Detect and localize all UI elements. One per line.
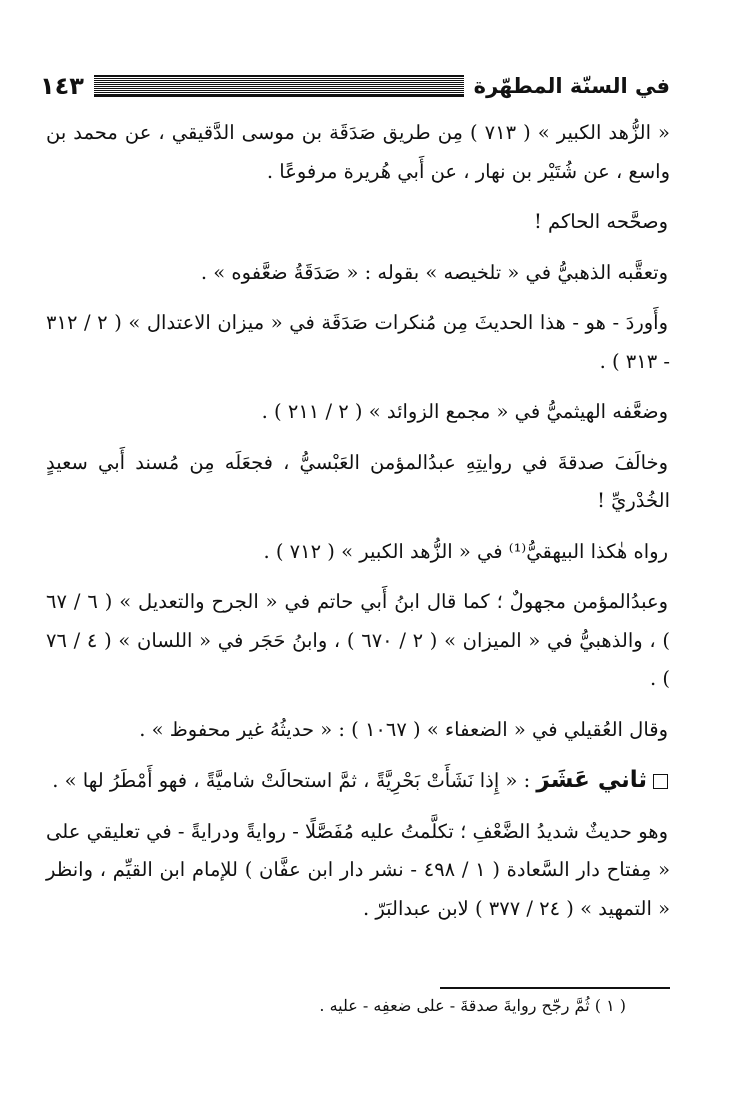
page-number: ١٤٣ bbox=[40, 72, 84, 100]
paragraph: وهو حديثٌ شديدُ الضَّعْفِ ؛ تكلَّمتُ عليه مُفَصَّلًا - روايةً ودرايةً - في تعليقي على « مِفتاح دار السَّعادة ( ١ / ٤٩٨ - نشر دار ابن عفَّان ) للإمام ابن القيِّم ، وانظر « التمهيد » ( ٢٤ / ٣٧٧ ) لابن عبدالبَرّ . bbox=[46, 819, 670, 920]
paragraph: وصحَّحه الحاكم ! bbox=[534, 210, 668, 233]
paragraph: رواه هٰكذا البيهقيُّ⁽¹⁾ في « الزُّهد الكبير » ( ٧١٢ ) . bbox=[263, 539, 668, 563]
paragraph: وتعقَّبه الذهبيُّ في « تلخيصه » بقوله : « صَدَقَةُ ضعَّفوه » . bbox=[200, 260, 668, 284]
footnote-divider bbox=[440, 987, 670, 989]
running-title: في السنّة المطهّرة bbox=[473, 74, 670, 98]
paragraph: وأَوردَ - هو - هذا الحديثَ مِن مُنكرات صَدَقَة في « ميزان الاعتدال » ( ٢ / ٣١٢ - ٣١٣ ) . bbox=[46, 311, 670, 373]
footnote: ( ١ ) ثُمَّ رجّح روايةَ صدقةَ - على ضعفِه - عليه . bbox=[319, 996, 626, 1015]
section-title: ثاني عَشَرَ bbox=[536, 767, 647, 793]
paragraph: وضعَّفه الهيثميُّ في « مجمع الزوائد » ( ٢ / ٢١١ ) . bbox=[261, 400, 668, 423]
section-text: : « إِذا نَشَأَتْ بَحْرِيَّةً ، ثمَّ استحالَتْ شاميَّةً ، فهو أَمْطَرُ لها » . bbox=[52, 769, 531, 792]
paragraph: وقال العُقيلي في « الضعفاء » ( ١٠٦٧ ) : « حديثُهُ غير محفوظ » . bbox=[139, 717, 668, 741]
header-rule bbox=[94, 75, 464, 97]
paragraph: « الزُّهد الكبير » ( ٧١٣ ) مِن طريق صَدَقَة بن موسى الدَّقيقي ، عن محمد بن واسع ، عن شُتَيْر بن نهار ، عن أَبي هُريرة مرفوعًا . bbox=[46, 121, 670, 183]
main-text bbox=[46, 114, 670, 940]
paragraph: وعبدُالمؤمن مجهولٌ ؛ كما قال ابنُ أَبي حاتم في « الجرح والتعديل » ( ٦ / ٦٧ ) ، والذهبيُّ في « الميزان » ( ٢ / ٦٧٠ ) ، وابنُ حَجَر في « اللسان » ( ٤ / ٧٦ ) . bbox=[46, 590, 670, 690]
page-header bbox=[40, 66, 670, 106]
section-paragraph bbox=[46, 761, 670, 801]
paragraph: وخالَفَ صدقةَ في روايتِهِ عبدُالمؤمن العَبْسيُّ ، فجعَلَه مِن مُسند أَبي سعيدٍ الخُدْريِّ ! bbox=[46, 450, 670, 512]
square-bullet-icon bbox=[653, 774, 668, 789]
